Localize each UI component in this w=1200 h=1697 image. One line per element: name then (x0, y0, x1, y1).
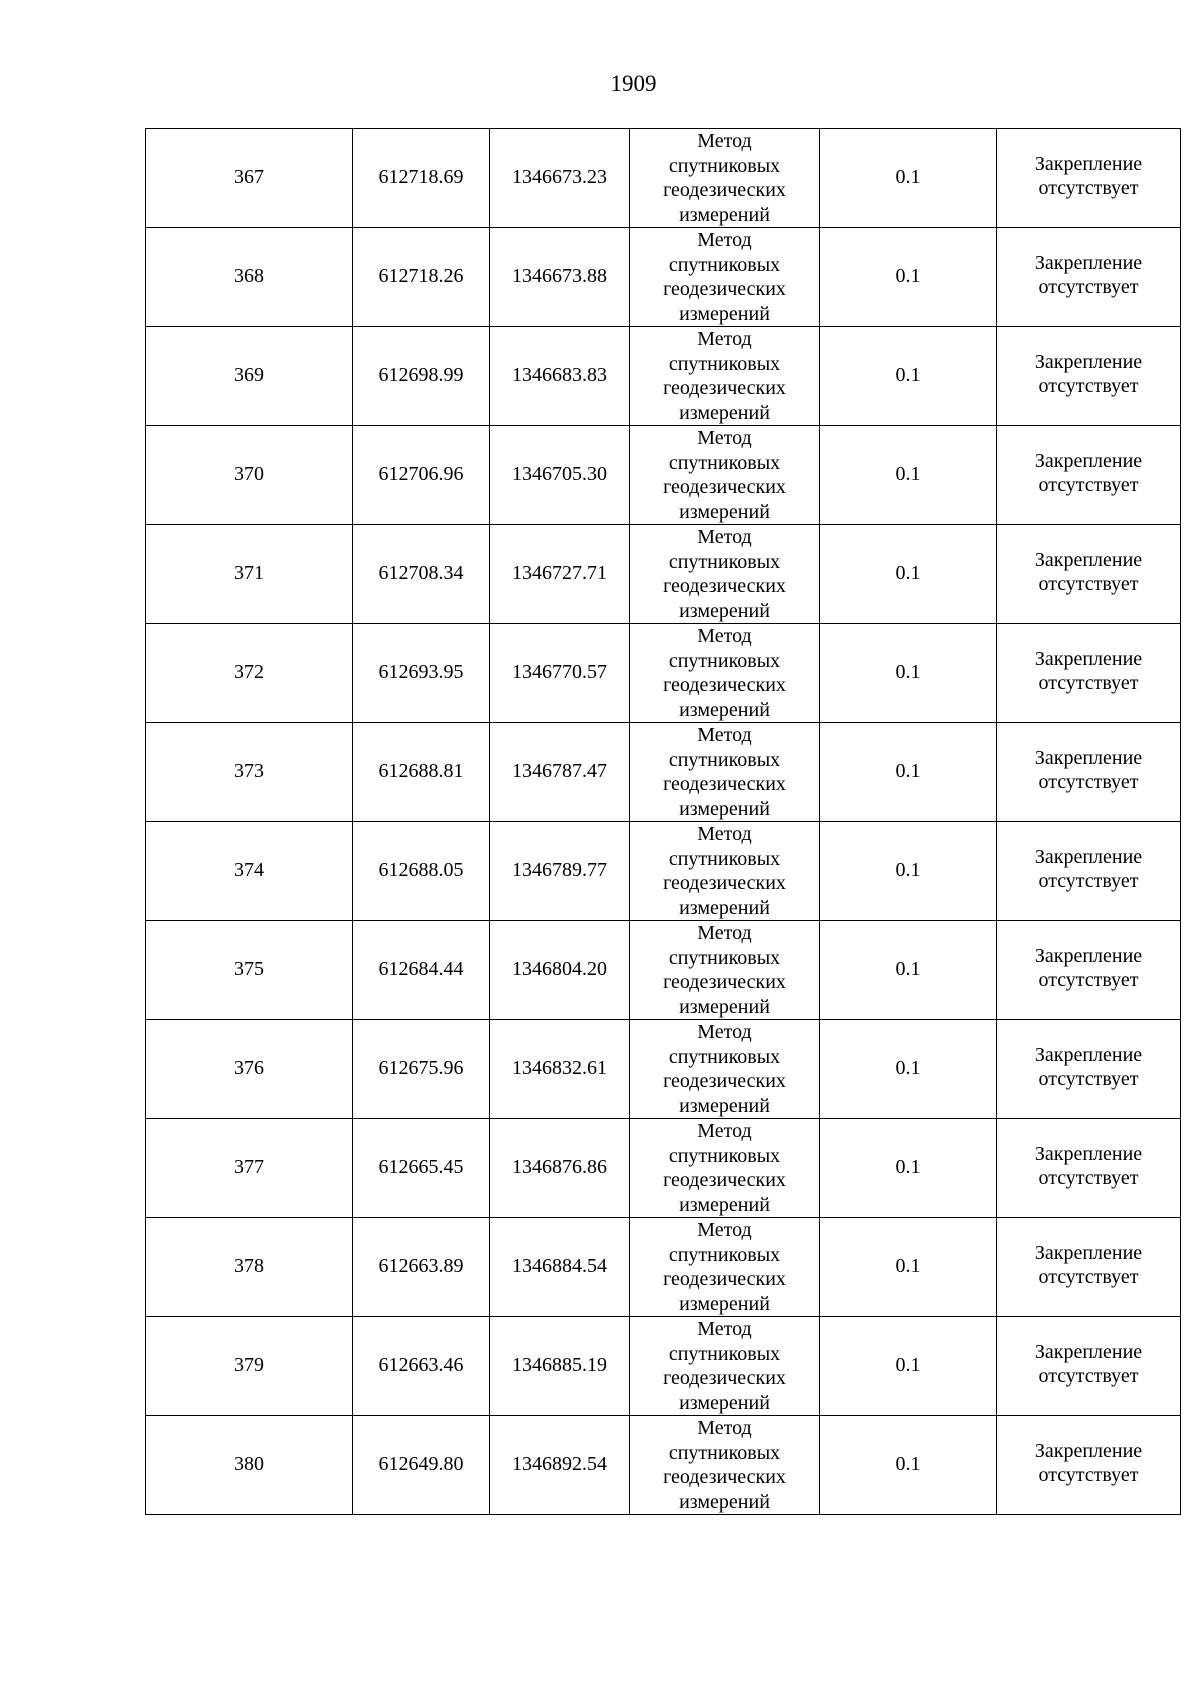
accuracy-cell: 0.1 (820, 1317, 997, 1416)
y-coordinate-cell: 1346673.88 (490, 228, 630, 327)
fixing-line: Закрепление (1034, 1341, 1143, 1363)
fixing-line: отсутствует (1038, 1266, 1139, 1288)
table-row (146, 1119, 1181, 1218)
fixing-cell (997, 723, 1181, 822)
method-line: измерений (679, 1391, 770, 1414)
point-number-cell: 370 (146, 426, 353, 525)
method-line: измерений (679, 500, 770, 523)
method-line: Метод (697, 922, 752, 944)
y-coordinate-cell: 1346832.61 (490, 1020, 630, 1119)
x-coordinate-cell: 612718.26 (353, 228, 490, 327)
point-number-cell: 380 (146, 1416, 353, 1515)
fixing-line: отсутствует (1038, 870, 1139, 892)
fixing-line: отсутствует (1038, 177, 1139, 199)
fixing-line: Закрепление (1034, 1044, 1143, 1066)
fixing-cell (997, 822, 1181, 921)
method-line: геодезических (663, 1367, 786, 1389)
method-line: измерений (679, 1490, 770, 1513)
accuracy-cell: 0.1 (820, 723, 997, 822)
method-cell (630, 129, 820, 228)
method-line: измерений (679, 1094, 770, 1117)
fixing-line: Закрепление (1034, 648, 1143, 670)
page-number: 1909 (610, 71, 657, 96)
fixing-line: Закрепление (1034, 450, 1143, 472)
point-number-cell: 375 (146, 921, 353, 1020)
fixing-cell (997, 426, 1181, 525)
x-coordinate-cell: 612665.45 (353, 1119, 490, 1218)
y-coordinate-cell: 1346885.19 (490, 1317, 630, 1416)
method-cell (630, 327, 820, 426)
method-cell (630, 921, 820, 1020)
method-line: спутниковых (668, 748, 781, 771)
method-line: Метод (697, 526, 752, 548)
accuracy-cell: 0.1 (820, 1020, 997, 1119)
method-line: Метод (697, 724, 752, 746)
method-line: спутниковых (668, 550, 781, 573)
method-line: геодезических (663, 1268, 786, 1290)
fixing-line: отсутствует (1038, 1167, 1139, 1189)
method-cell (630, 1416, 820, 1515)
fixing-line: отсутствует (1038, 771, 1139, 793)
y-coordinate-cell: 1346673.23 (490, 129, 630, 228)
fixing-line: отсутствует (1038, 573, 1139, 595)
point-number-cell: 369 (146, 327, 353, 426)
method-line: измерений (679, 995, 770, 1018)
fixing-line: Закрепление (1034, 252, 1143, 274)
method-line: спутниковых (668, 1441, 781, 1464)
y-coordinate-cell: 1346892.54 (490, 1416, 630, 1515)
x-coordinate-cell: 612675.96 (353, 1020, 490, 1119)
table-row (146, 327, 1181, 426)
method-line: спутниковых (668, 847, 781, 870)
method-line: измерений (679, 1292, 770, 1315)
method-line: спутниковых (668, 1243, 781, 1266)
method-line: геодезических (663, 476, 786, 498)
method-line: геодезических (663, 575, 786, 597)
fixing-line: отсутствует (1038, 474, 1139, 496)
method-line: геодезических (663, 278, 786, 300)
fixing-line: Закрепление (1034, 153, 1143, 175)
method-line: спутниковых (668, 352, 781, 375)
y-coordinate-cell: 1346727.71 (490, 525, 630, 624)
point-number-cell: 371 (146, 525, 353, 624)
table-body (146, 129, 1181, 1515)
fixing-line: отсутствует (1038, 276, 1139, 298)
fixing-line: отсутствует (1038, 672, 1139, 694)
point-number-cell: 378 (146, 1218, 353, 1317)
point-number-cell: 372 (146, 624, 353, 723)
method-line: геодезических (663, 872, 786, 894)
method-line: геодезических (663, 674, 786, 696)
method-line: измерений (679, 599, 770, 622)
method-line: спутниковых (668, 946, 781, 969)
table-row (146, 723, 1181, 822)
table-row (146, 228, 1181, 327)
accuracy-cell: 0.1 (820, 1119, 997, 1218)
fixing-line: отсутствует (1038, 375, 1139, 397)
point-number-cell: 376 (146, 1020, 353, 1119)
method-line: геодезических (663, 1169, 786, 1191)
method-line: геодезических (663, 971, 786, 993)
fixing-line: отсутствует (1038, 969, 1139, 991)
fixing-cell (997, 129, 1181, 228)
method-line: Метод (697, 229, 752, 251)
y-coordinate-cell: 1346705.30 (490, 426, 630, 525)
fixing-cell (997, 525, 1181, 624)
method-cell (630, 1317, 820, 1416)
method-line: Метод (697, 1120, 752, 1142)
y-coordinate-cell: 1346804.20 (490, 921, 630, 1020)
y-coordinate-cell: 1346770.57 (490, 624, 630, 723)
method-cell (630, 1218, 820, 1317)
accuracy-cell: 0.1 (820, 1416, 997, 1515)
x-coordinate-cell: 612663.46 (353, 1317, 490, 1416)
accuracy-cell: 0.1 (820, 921, 997, 1020)
point-number-cell: 379 (146, 1317, 353, 1416)
method-cell (630, 228, 820, 327)
fixing-cell (997, 1317, 1181, 1416)
coordinates-table (145, 128, 1181, 1515)
table-row (146, 822, 1181, 921)
fixing-line: отсутствует (1038, 1464, 1139, 1486)
method-line: спутниковых (668, 1045, 781, 1068)
x-coordinate-cell: 612688.81 (353, 723, 490, 822)
method-line: Метод (697, 1417, 752, 1439)
method-line: измерений (679, 896, 770, 919)
table-row (146, 426, 1181, 525)
table-row (146, 624, 1181, 723)
method-line: геодезических (663, 179, 786, 201)
y-coordinate-cell: 1346884.54 (490, 1218, 630, 1317)
method-cell (630, 426, 820, 525)
method-cell (630, 624, 820, 723)
fixing-line: Закрепление (1034, 1143, 1143, 1165)
x-coordinate-cell: 612684.44 (353, 921, 490, 1020)
method-cell (630, 723, 820, 822)
method-cell (630, 1020, 820, 1119)
table-row (146, 921, 1181, 1020)
fixing-cell (997, 1119, 1181, 1218)
fixing-cell (997, 624, 1181, 723)
method-line: Метод (697, 625, 752, 647)
method-cell (630, 822, 820, 921)
y-coordinate-cell: 1346683.83 (490, 327, 630, 426)
method-line: Метод (697, 1021, 752, 1043)
x-coordinate-cell: 612688.05 (353, 822, 490, 921)
x-coordinate-cell: 612698.99 (353, 327, 490, 426)
method-line: спутниковых (668, 451, 781, 474)
accuracy-cell: 0.1 (820, 822, 997, 921)
method-line: измерений (679, 1193, 770, 1216)
fixing-line: отсутствует (1038, 1365, 1139, 1387)
table-row (146, 525, 1181, 624)
accuracy-cell: 0.1 (820, 228, 997, 327)
fixing-line: отсутствует (1038, 1068, 1139, 1090)
method-line: измерений (679, 797, 770, 820)
fixing-line: Закрепление (1034, 1242, 1143, 1264)
method-line: спутниковых (668, 1342, 781, 1365)
accuracy-cell: 0.1 (820, 525, 997, 624)
method-line: Метод (697, 328, 752, 350)
point-number-cell: 373 (146, 723, 353, 822)
x-coordinate-cell: 612663.89 (353, 1218, 490, 1317)
method-line: спутниковых (668, 649, 781, 672)
method-line: измерений (679, 698, 770, 721)
accuracy-cell: 0.1 (820, 129, 997, 228)
x-coordinate-cell: 612708.34 (353, 525, 490, 624)
method-line: геодезических (663, 1070, 786, 1092)
method-line: измерений (679, 203, 770, 226)
method-cell (630, 525, 820, 624)
point-number-cell: 368 (146, 228, 353, 327)
method-cell (630, 1119, 820, 1218)
method-line: спутниковых (668, 1144, 781, 1167)
x-coordinate-cell: 612649.80 (353, 1416, 490, 1515)
fixing-line: Закрепление (1034, 945, 1143, 967)
accuracy-cell: 0.1 (820, 1218, 997, 1317)
fixing-cell (997, 921, 1181, 1020)
method-line: геодезических (663, 1466, 786, 1488)
method-line: измерений (679, 302, 770, 325)
fixing-cell (997, 327, 1181, 426)
table-row (146, 129, 1181, 228)
method-line: Метод (697, 1219, 752, 1241)
fixing-cell (997, 1416, 1181, 1515)
method-line: Метод (697, 130, 752, 152)
method-line: спутниковых (668, 253, 781, 276)
method-line: измерений (679, 401, 770, 424)
fixing-line: Закрепление (1034, 549, 1143, 571)
method-line: геодезических (663, 377, 786, 399)
fixing-line: Закрепление (1034, 747, 1143, 769)
y-coordinate-cell: 1346787.47 (490, 723, 630, 822)
accuracy-cell: 0.1 (820, 327, 997, 426)
y-coordinate-cell: 1346789.77 (490, 822, 630, 921)
x-coordinate-cell: 612718.69 (353, 129, 490, 228)
method-line: геодезических (663, 773, 786, 795)
method-line: Метод (697, 1318, 752, 1340)
method-line: спутниковых (668, 154, 781, 177)
point-number-cell: 374 (146, 822, 353, 921)
table-row (146, 1317, 1181, 1416)
y-coordinate-cell: 1346876.86 (490, 1119, 630, 1218)
table-row (146, 1020, 1181, 1119)
fixing-line: Закрепление (1034, 1440, 1143, 1462)
table-row (146, 1218, 1181, 1317)
point-number-cell: 377 (146, 1119, 353, 1218)
point-number-cell: 367 (146, 129, 353, 228)
fixing-cell (997, 1218, 1181, 1317)
method-line: Метод (697, 823, 752, 845)
x-coordinate-cell: 612693.95 (353, 624, 490, 723)
accuracy-cell: 0.1 (820, 426, 997, 525)
x-coordinate-cell: 612706.96 (353, 426, 490, 525)
fixing-cell (997, 228, 1181, 327)
method-line: Метод (697, 427, 752, 449)
fixing-line: Закрепление (1034, 351, 1143, 373)
accuracy-cell: 0.1 (820, 624, 997, 723)
fixing-line: Закрепление (1034, 846, 1143, 868)
fixing-cell (997, 1020, 1181, 1119)
table-row (146, 1416, 1181, 1515)
